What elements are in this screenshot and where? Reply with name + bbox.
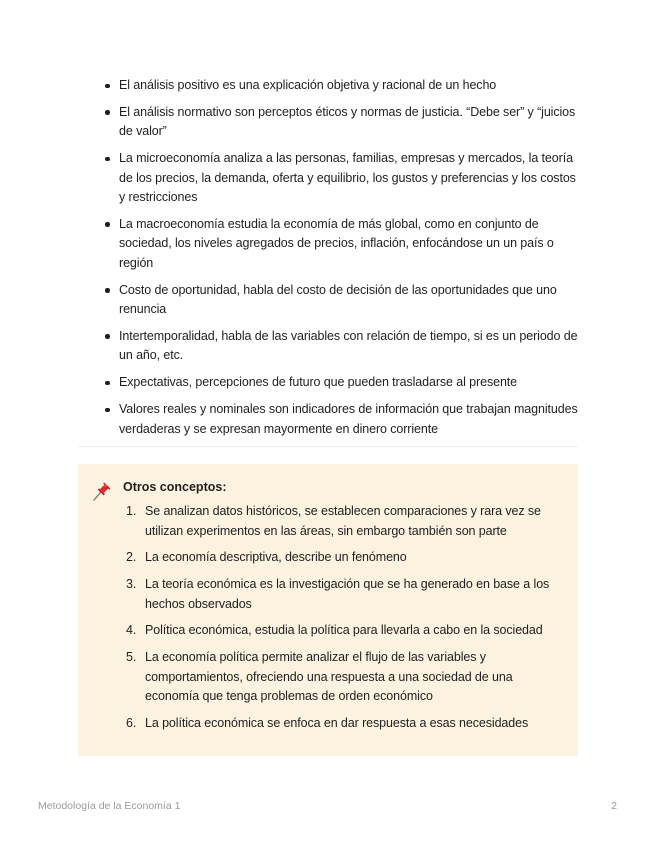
list-item: Expectativas, percepciones de futuro que pueden trasladarse al presente [77,373,578,393]
list-item: La microeconomía analiza a las personas, familias, empresas y mercados, la teoría de los precios, la demanda, oferta y equilibrio, los gustos y preferencias y los costos y restricciones [77,149,578,208]
page-number: 2 [611,800,617,812]
list-item [123,502,563,541]
list-item [123,548,563,568]
item-number: 4. [126,623,137,638]
main-content [78,76,578,447]
list-item [123,714,563,734]
list-item [123,648,563,707]
item-text: La economía política permite analizar el flujo de las variables y comportamientos, ofreciendo una respuesta a una sociedad de una economía que tenga problemas de orden económico [145,650,513,704]
list-item: El análisis positivo es una explicación objetiva y racional de un hecho [77,76,578,96]
item-number: 6. [126,715,137,730]
item-text: La teoría económica es la investigación que se ha generado en base a los hechos observados [145,577,550,611]
item-text: Se analizan datos históricos, se establecen comparaciones y rara vez se utilizan experimentos en las áreas, sin embargo también son parte [145,504,541,538]
list-item [123,621,563,641]
callout-box [78,464,578,756]
list-item: La macroeconomía estudia la economía de más global, como en conjunto de sociedad, los niveles agregados de precios, inflación, enfocándose un un país o región [77,215,578,274]
item-number: 3. [126,577,137,592]
item-number: 2. [126,550,137,565]
item-number: 1. [126,504,137,518]
item-text: La economía descriptiva, describe un fenómeno [145,550,407,565]
callout-title: Otros conceptos: [123,480,227,494]
divider [78,446,578,447]
list-item: Valores reales y nominales son indicadores de información que trabajan magnitudes verdaderas y se expresan mayormente en dinero corriente [77,400,578,439]
pushpin-icon [90,479,114,503]
list-item: El análisis normativo son perceptos éticos y normas de justicia. “Debe ser” y “juicios de valor” [77,103,578,142]
item-text: Política económica, estudia la política para llevarla a cabo en la sociedad [145,623,543,638]
list-item [123,575,563,614]
list-item: Intertemporalidad, habla de las variables con relación de tiempo, si es un periodo de un año, etc. [77,327,578,366]
item-text: La política económica se enfoca en dar respuesta a esas necesidades [145,715,529,730]
bullet-list [78,76,578,439]
item-number: 5. [126,650,137,665]
list-item: Costo de oportunidad, habla del costo de decisión de las oportunidades que uno renuncia [77,281,578,320]
numbered-list [123,502,563,741]
footer-document-title: Metodología de la Economía 1 [38,800,181,812]
